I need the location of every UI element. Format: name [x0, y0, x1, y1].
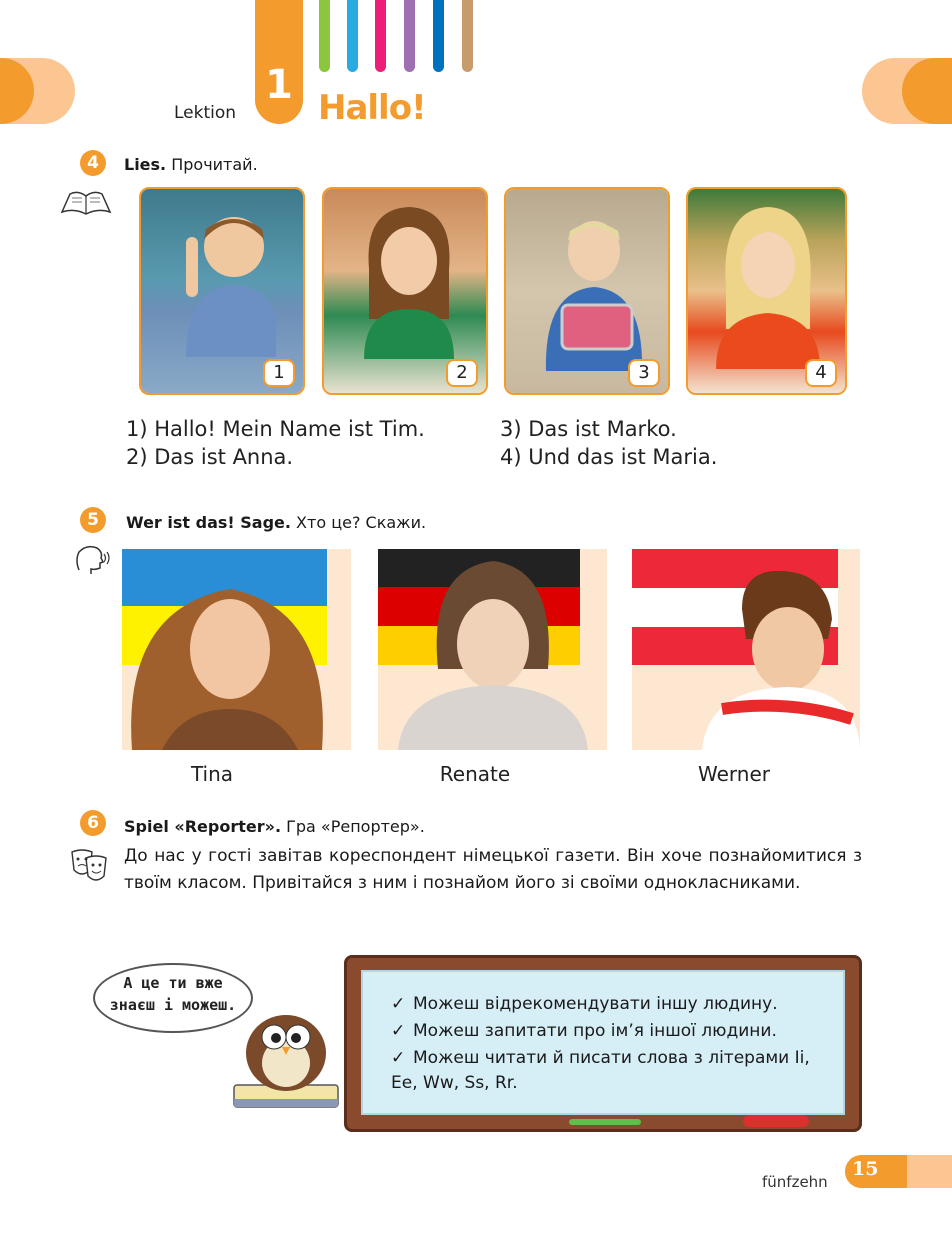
open-book-icon: [60, 188, 112, 216]
task4-title: Lies. Прочитай.: [124, 155, 258, 174]
check-icon: ✓: [391, 1021, 406, 1041]
girl-figure: [354, 199, 464, 359]
girl-figure: [378, 549, 607, 750]
color-stripe: [462, 0, 473, 72]
page-number: 15: [852, 1158, 879, 1180]
page-number-word: fünfzehn: [762, 1173, 828, 1191]
photo-girl-maria: [686, 187, 847, 395]
theatre-masks-icon: [70, 846, 110, 884]
sentence: 3) Das ist Marko.: [500, 417, 677, 441]
summary-item: ✓ Можеш відрекомендувати іншу людину.: [391, 992, 778, 1017]
boy-figure: [176, 207, 276, 357]
summary-item: ✓ Можеш читати й писати слова з літерами Ii, Ee, Ww, Ss, Rr.: [391, 1048, 810, 1093]
sentence: 4) Und das ist Maria.: [500, 445, 718, 469]
photo-tina-ukraine: [122, 549, 351, 750]
photo-boy-marko: [504, 187, 670, 395]
speaking-head-icon: [73, 544, 111, 576]
page-title: Hallo!: [318, 88, 426, 128]
boy-figure: [534, 201, 654, 371]
person-name: Tina: [190, 762, 234, 786]
task-number-5: 5: [80, 507, 106, 533]
sentence-list-left: [126, 415, 425, 471]
task6-text: До нас у гості завітав кореспондент німецької газети. Він хоче познайомитися з твоїм класом. Привітайся з ним і познайом його зі своїми однокласниками.: [124, 846, 862, 893]
boy-figure: [632, 549, 860, 750]
lesson-number: 1: [265, 62, 293, 108]
task6-title: Spiel «Reporter». Гра «Репортер».: [124, 817, 425, 836]
photo-number: 4: [805, 359, 837, 387]
summary-board-surface: [361, 970, 845, 1115]
sentence: 1) Hallo! Mein Name ist Tim.: [126, 417, 425, 441]
summary-item: ✓ Можеш запитати про ім’я іншої людини.: [391, 1019, 777, 1044]
photo-werner-austria: [632, 549, 860, 750]
color-stripe: [319, 0, 330, 72]
girl-figure: [708, 199, 828, 369]
person-name: Renate: [439, 762, 511, 786]
photo-renate-germany: [378, 549, 607, 750]
photo-girl-anna: [322, 187, 488, 395]
task-number-6: 6: [80, 810, 106, 836]
person-name: Werner: [698, 762, 770, 786]
sentence-list-right: [500, 415, 717, 471]
photo-number: 2: [446, 359, 478, 387]
speech-bubble-text: А це ти вже знаєш і можеш.: [109, 974, 237, 1014]
color-stripe: [433, 0, 444, 72]
summary-board: [344, 955, 862, 1132]
board-eraser: [743, 1115, 809, 1127]
color-stripe: [347, 0, 358, 72]
check-icon: ✓: [391, 1048, 406, 1068]
task5-title: Wer ist das! Sage. Хто це? Скажи.: [126, 513, 427, 532]
photo-number: 1: [263, 359, 295, 387]
owl-on-book-illustration: [230, 1005, 342, 1111]
lektion-label: Lektion: [174, 103, 237, 123]
photo-boy-tim: [139, 187, 305, 395]
color-stripe: [375, 0, 386, 72]
girl-figure: [122, 569, 351, 750]
photo-number: 3: [628, 359, 660, 387]
color-stripe: [404, 0, 415, 72]
sentence: 2) Das ist Anna.: [126, 445, 294, 469]
task-number-4: 4: [80, 150, 106, 176]
check-icon: ✓: [391, 994, 406, 1014]
chalk-piece: [569, 1119, 641, 1125]
